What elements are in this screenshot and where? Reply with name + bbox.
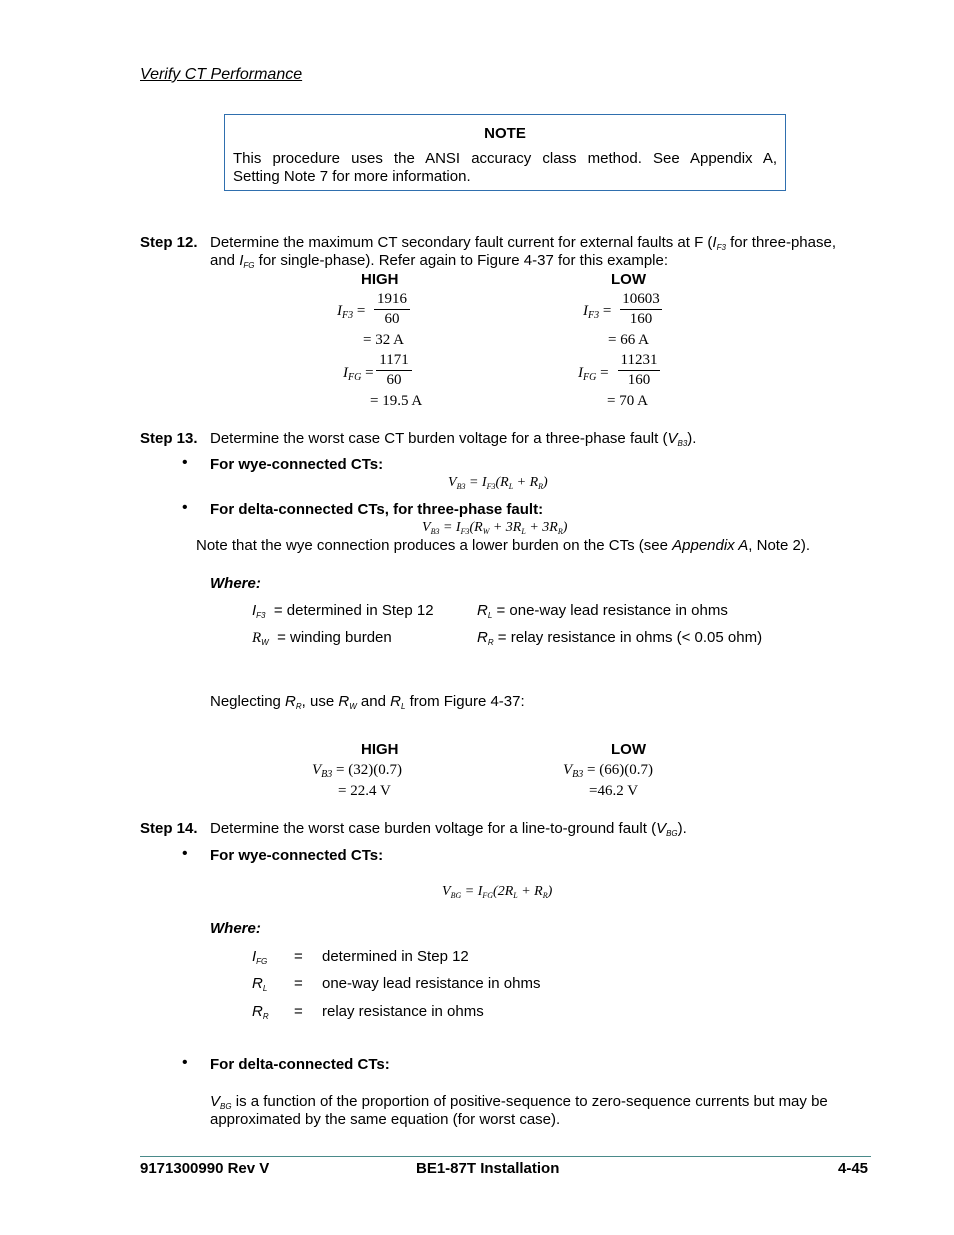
high-vb3-calc: $V_{B3} = (32)(0.7)$ xyxy=(312,762,402,780)
step-13-def-if3: $I_{F3}$ = determined in Step 12 xyxy=(252,602,434,620)
step-14-def-eq-rr: = xyxy=(294,1003,303,1020)
step-13-neglect-text: Neglecting $R_R$, use $R_W$ and $R_L$ from Figure 4-37: xyxy=(210,693,525,711)
low-if3-lhs: $I_{F3}$ = xyxy=(583,303,612,321)
bullet-icon: • xyxy=(182,1054,188,1071)
step-12-text-line-1: Determine the maximum CT secondary fault current for external faults at F ($I_{F3}$ for three-phase, xyxy=(210,234,836,252)
step-14-paragraph-line-1: $V_{BG}$ is a function of the proportion of positive-sequence to zero-sequence currents but may be xyxy=(210,1093,828,1111)
step-14-label: Step 14. xyxy=(140,820,198,837)
footer-rule xyxy=(140,1156,871,1157)
step-14-paragraph-line-2: approximated by the same equation (for worst case). xyxy=(210,1111,561,1128)
low-ifg-lhs: $I_{FG}$ = xyxy=(578,365,609,383)
low-vb3-result: =46.2 V xyxy=(589,783,639,799)
step-14-equation: $V_{BG} = I_{FG}(2R_L + R_R)$ xyxy=(442,884,553,900)
step-12-label: Step 12. xyxy=(140,234,198,251)
step-14-def-var-ifg: $I_{FG}$ xyxy=(252,948,268,966)
section-title: Verify CT Performance xyxy=(140,66,303,83)
step-14-def-eq-rl: = xyxy=(294,975,303,992)
high-if3-result: = 32 A xyxy=(363,332,404,348)
step-13-def-rl: $R_L = one-way$ lead resistance in ohms xyxy=(477,602,728,620)
step-13-low-heading: LOW xyxy=(611,741,646,758)
bullet-icon: • xyxy=(182,499,188,516)
low-ifg-result: = 70 A xyxy=(607,393,648,409)
footer-doc-number: 9171300990 Rev V xyxy=(140,1160,270,1177)
note-box xyxy=(224,114,786,191)
step-13-text: Determine the worst case CT burden voltage for a three-phase fault $(V_{B3})$. xyxy=(210,430,697,448)
step-14-def-var-rr: $R_R$ xyxy=(252,1003,269,1021)
step-12-low-heading: LOW xyxy=(611,271,646,288)
high-if3-fraction: $\frac{1916}{60}$ xyxy=(374,290,410,329)
step-13-bullet-delta: For delta-connected CTs, for three-phase fault: xyxy=(210,501,544,518)
bullet-icon: • xyxy=(182,454,188,471)
step-12-text-line-2: and $I_{FG}$ for single-phase). Refer again to Figure 4-37 for this example: xyxy=(210,252,669,270)
footer-doc-title: BE1-87T Installation xyxy=(416,1160,560,1177)
step-14-def-eq-ifg: = xyxy=(294,948,303,965)
high-ifg-lhs: $I_{FG}$ = xyxy=(343,365,374,383)
footer-page-number: 4-45 xyxy=(838,1160,869,1177)
note-line-1: This procedure uses the ANSI accuracy class method. See Appendix A, xyxy=(233,150,777,167)
high-ifg-result: = 19.5 A xyxy=(370,393,423,409)
step-13-label: Step 13. xyxy=(140,430,198,447)
high-vb3-result: = 22.4 V xyxy=(338,783,391,799)
low-if3-result: = 66 A xyxy=(608,332,649,348)
step-14-bullet-delta: For delta-connected CTs: xyxy=(210,1056,390,1073)
step-13-note: Note that the wye connection produces a lower burden on the CTs (see Appendix A, Note 2). xyxy=(196,537,810,554)
step-12-high-heading: HIGH xyxy=(361,271,399,288)
low-ifg-fraction: $\frac{11231}{160}$ xyxy=(618,351,660,390)
step-14-def-text-ifg: determined in Step 12 xyxy=(322,948,469,965)
bullet-icon: • xyxy=(182,845,188,862)
step-13-equation-wye: $V_{B3} = I_{F3}(R_L + R_R)$ xyxy=(448,475,548,491)
step-14-def-text-rr: relay resistance in ohms xyxy=(322,1003,484,1020)
step-14-text: Determine the worst case burden voltage for a line-to-ground fault $(V_{BG})$. xyxy=(210,820,687,838)
note-line-2: Setting Note 7 for more information. xyxy=(233,168,471,185)
low-vb3-calc: $V_{B3} = (66)(0.7)$ xyxy=(563,762,653,780)
high-if3-lhs: $I_{F3}$ = xyxy=(337,303,366,321)
step-13-equation-delta: $V_{B3} = I_{F3}(R_W + 3R_L + 3R_R)$ xyxy=(422,520,568,536)
step-13-def-rr: $R_R$ = relay resistance in ohms (< 0.05 ohm) xyxy=(477,629,763,647)
step-13-high-heading: HIGH xyxy=(361,741,399,758)
step-14-where-label: Where: xyxy=(210,920,261,937)
high-ifg-fraction: $\frac{1171}{60}$ xyxy=(376,351,412,390)
low-if3-fraction: $\frac{10603}{160}$ xyxy=(620,290,662,329)
note-heading: NOTE xyxy=(484,125,526,142)
step-14-def-var-rl: $R_L$ xyxy=(252,975,268,993)
step-13-bullet-wye: For wye-connected CTs: xyxy=(210,456,384,473)
step-13-where-label: Where: xyxy=(210,575,261,592)
step-14-bullet-wye: For wye-connected CTs: xyxy=(210,847,384,864)
step-13-def-rw: $R_W$ = winding burden xyxy=(252,629,392,647)
step-14-def-text-rl: one-way lead resistance in ohms xyxy=(322,975,541,992)
